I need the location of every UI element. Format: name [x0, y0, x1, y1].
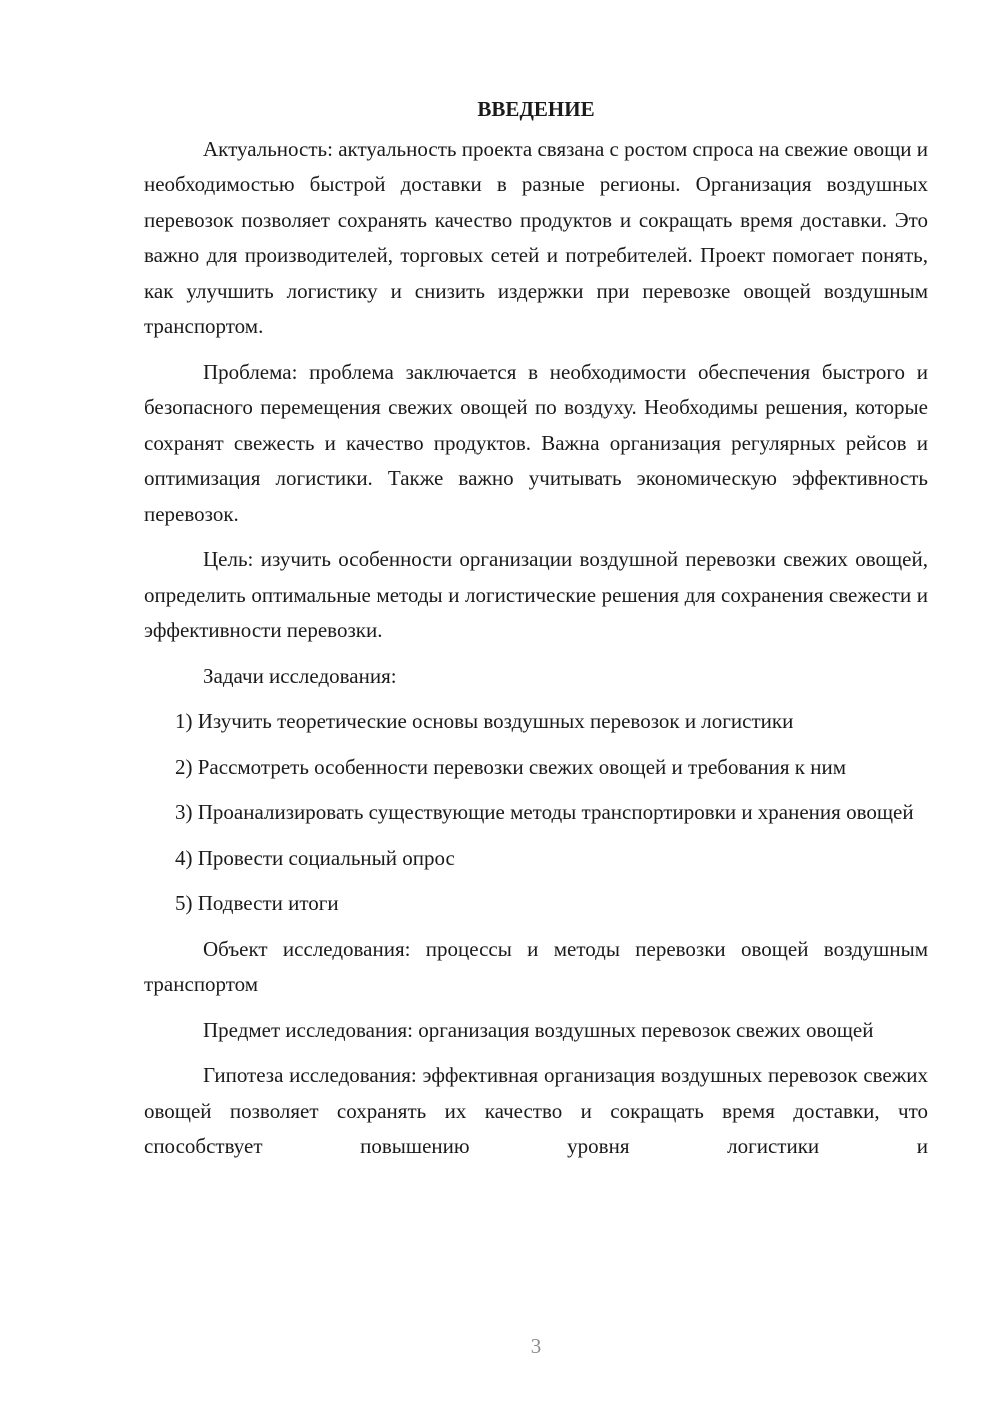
paragraph-hypothesis: Гипотеза исследования: эффективная организация воздушных перевозок свежих овощей позволяет сохранять их качество и сокращать время доставки, что способствует повышению уровня логистики и [144, 1063, 928, 1158]
task-item-2: 2) Рассмотреть особенности перевозки свежих овощей и требования к ним [175, 754, 847, 779]
paragraph-tasks-heading: Задачи исследования: [203, 663, 397, 688]
paragraph-relevance: Актуальность: актуальность проекта связана с ростом спроса на свежие овощи и необходимостью быстрой доставки в разные регионы. Организация воздушных перевозок позволяет сохранять качество продуктов и сокращать время доставки. Это важно для производителей, торговых сетей и потребителей. Проект помогает понять, как улучшить логистику и снизить издержки при перевозке овощей воздушным транспортом. [144, 136, 928, 338]
paragraph-subject: Предмет исследования: организация воздушных перевозок свежих овощей [203, 1017, 874, 1042]
task-item-4: 4) Провести социальный опрос [175, 845, 455, 870]
task-item-1: 1) Изучить теоретические основы воздушных перевозок и логистики [175, 709, 794, 733]
paragraph-problem: Проблема: проблема заключается в необходимости обеспечения быстрого и безопасного перемещения свежих овощей по воздуху. Необходимы решения, которые сохранят свежесть и качество продуктов. Важна организация регулярных рейсов и оптимизация логистики. Также важно учитывать экономическую эффективность перевозок. [144, 359, 928, 526]
paragraph-object: Объект исследования: процессы и методы перевозки овощей воздушным транспортом [144, 936, 928, 996]
task-item-5: 5) Подвести итоги [175, 891, 339, 915]
page-number: 3 [530, 1334, 542, 1358]
document-body [144, 92, 928, 1165]
task-item-3: 3) Проанализировать существующие методы транспортировки и хранения овощей [175, 800, 914, 824]
paragraph-goal: Цель: изучить особенности организации воздушной перевозки свежих овощей, определить оптимальные методы и логистические решения для сохранения свежести и эффективности перевозки. [144, 547, 928, 642]
page-title: ВВЕДЕНИЕ [477, 97, 595, 121]
